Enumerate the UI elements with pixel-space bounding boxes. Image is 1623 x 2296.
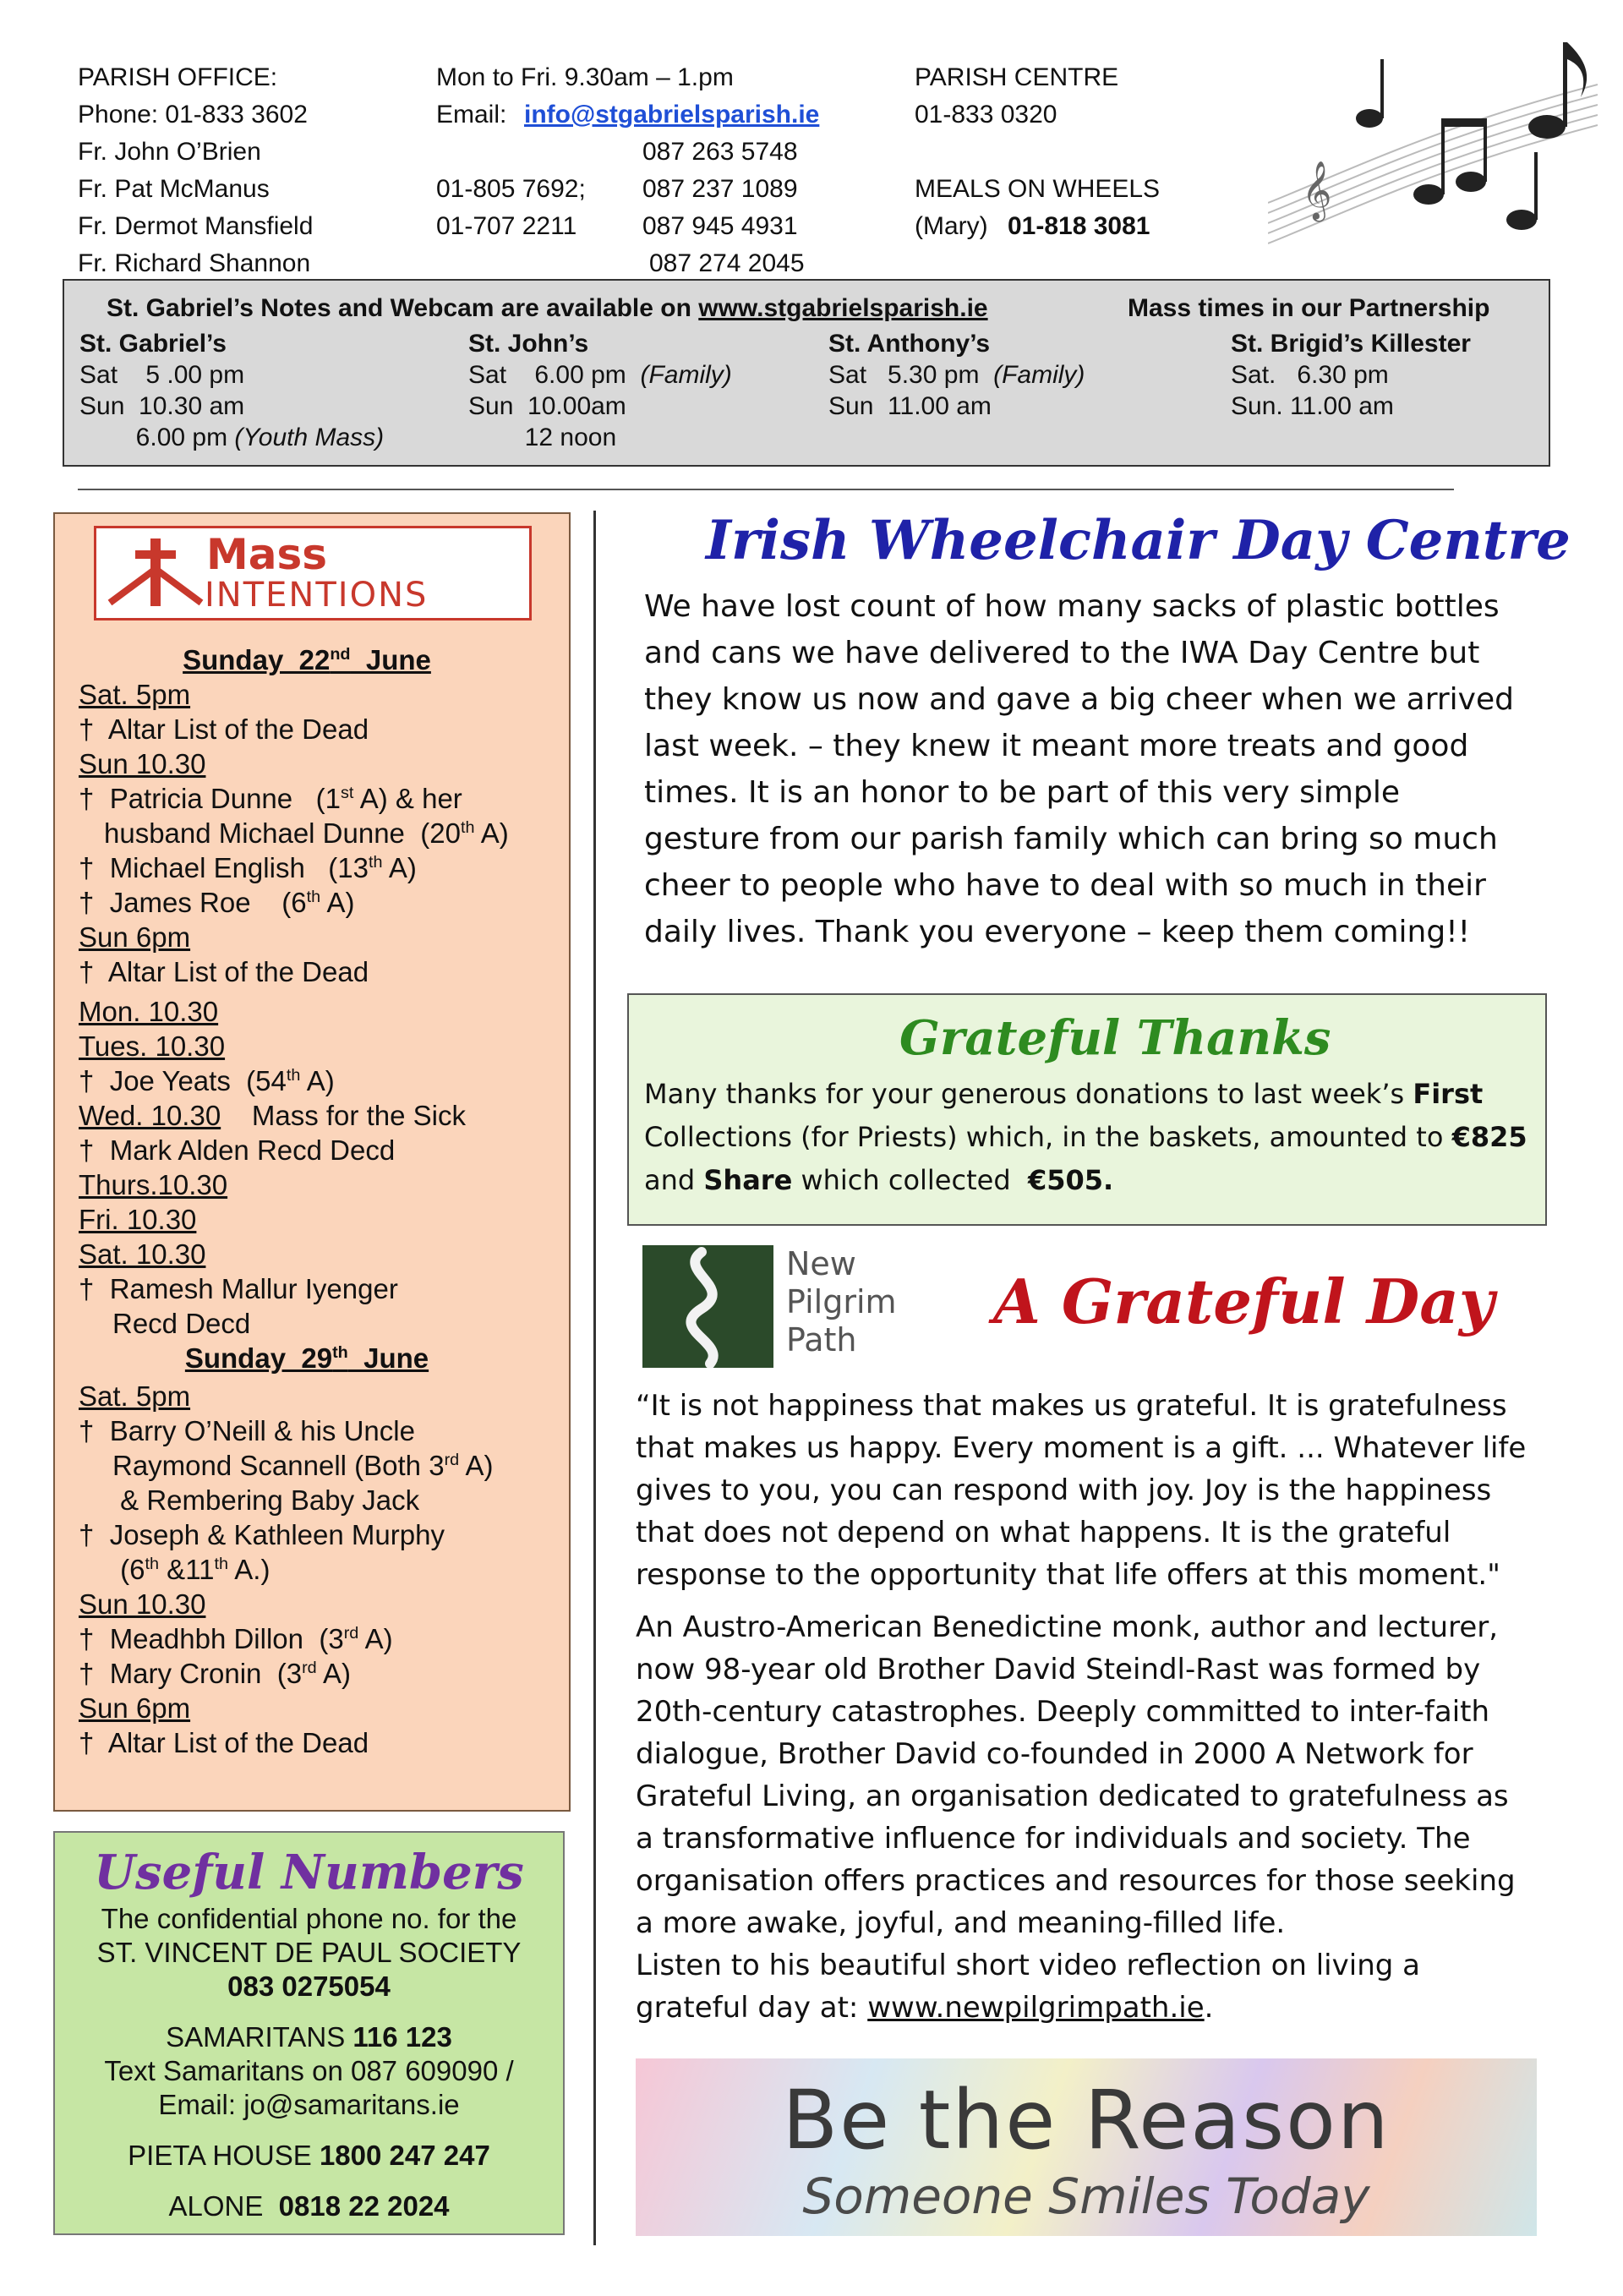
church-st-anthonys [828,328,1085,422]
logo-intentions-text: INTENTIONS [205,576,429,615]
church-st-brigids [1231,328,1471,422]
text-samaritans: Text Samaritans on 087 609090 / [104,2055,514,2086]
church-cross-icon [105,535,206,616]
meals-on-wheels-label: MEALS ON WHEELS [915,175,1161,203]
intention-item: † Patricia Dunne (1st A) & her [79,783,462,814]
useful-numbers-panel [53,1831,565,2235]
intention-item: † Joe Yeats (54th A) [79,1065,335,1096]
music-notes-icon [1268,25,1598,245]
meals-phone: 01-818 3081 [1008,212,1150,240]
mass-time: Sun. 11.00 am [1231,392,1394,420]
intention-item: † Meadhbh Dillon (3rd A) [79,1623,393,1654]
mass-time: Sun 10.00am [468,392,626,420]
be-the-reason-banner [636,2058,1537,2236]
header-row-fr-obrien [78,134,1261,171]
svp-text: The confidential phone no. for the [101,1903,517,1934]
mass-time: 6.00 pm [79,424,228,451]
header-row-phone [78,96,1261,134]
svp-name: ST. VINCENT DE PAUL SOCIETY [96,1937,522,1968]
notes-text: St. Gabriel’s Notes and Webcam are available on [107,294,691,322]
church-st-johns [468,328,732,453]
banner-line2: Someone Smiles Today [802,2168,1370,2225]
parish-centre-phone: 01-833 0320 [915,101,1057,128]
grateful-thanks-body: Many thanks for your generous donations to last week’s First Collections (for Priests) which, in the baskets, amounted to €825 and Share which collected €505. [644,1078,1527,1196]
wheelchair-body: We have lost count of how many sacks of plastic bottles and cans we have delivered to the IWA Day Centre but they know us now and gave a big cheer when we arrived last week. – they knew it meant more treats and good times. It is an honor to be part of this very simple gesture from our parish family which can bring so much cheer to people who have to deal with so much in their daily lives. Thank you everyone – keep them coming!! [644,589,1514,949]
mass-intentions-logo [94,526,532,620]
svp-phone: 083 0275054 [227,1971,391,2002]
mass-slot: Sat. 10.30 [79,1238,206,1270]
priest-phone: 01-805 7692; [436,175,586,203]
new-pilgrim-path-link[interactable]: www.newpilgrimpath.ie [867,1991,1205,2025]
mass-times-box [63,279,1550,467]
intention-item: & Rembering Baby Jack [120,1484,420,1516]
mass-note: (Youth Mass) [234,424,385,451]
intention-item: † Michael English (13th A) [79,852,417,883]
church-name: St. Brigid’s Killester [1231,330,1471,358]
mass-time: Sat 5 .00 pm [79,361,245,389]
priest-mobile: 087 263 5748 [642,138,798,166]
parish-header [78,59,1261,282]
mass-time: Sat 5.30 pm [828,361,980,389]
mass-note: (Family) [993,361,1085,389]
church-name: St. John’s [468,330,589,358]
intention-item: Recd Decd [112,1308,251,1339]
mass-slot: Tues. 10.30 [79,1030,226,1062]
video-reflection-line: Listen to his beautiful short video reflection on living a grateful day at: www.newpilgrimpath.ie. [636,1949,1420,2025]
new-pilgrim-path-logo [642,1245,921,1368]
useful-numbers-title: Useful Numbers [94,1845,524,1900]
grateful-day-title: A Grateful Day [993,1266,1495,1337]
priest-mobile: 087 274 2045 [649,249,805,277]
alone-line: ALONE 0818 22 2024 [168,2190,450,2222]
grateful-thanks-panel [627,993,1547,1226]
wheelchair-title: Irish Wheelchair Day Centre [706,509,1571,572]
header-row-office [78,59,1261,96]
intention-item: † James Roe (6th A) [79,887,355,918]
column-divider [593,511,596,2245]
sunday-heading: Sunday 22nd June [183,644,431,675]
intention-item: † Mark Alden Recd Decd [79,1134,396,1166]
mass-slot: Fri. 10.30 [79,1204,197,1235]
mass-intentions-panel [53,512,571,1812]
banner-line1: Be the Reason [782,2073,1391,2168]
header-row-fr-mansfield [78,208,1261,245]
church-st-gabriels [79,328,384,453]
mass-slot: Sun 6pm [79,921,191,953]
intention-item: † Altar List of the Dead [79,713,369,745]
intention-item: (6th &11th A.) [112,1554,270,1585]
mass-time: 12 noon [468,424,617,451]
samaritans-line: SAMARITANS 116 123 [166,2021,452,2053]
intentions-list [79,642,560,1760]
notes-webcam-line [107,294,988,323]
parish-centre-label: PARISH CENTRE [915,63,1119,91]
priest-mobile: 087 945 4931 [642,212,798,240]
church-name: St. Anthony’s [828,330,991,358]
mass-time: Sun 10.30 am [79,392,245,420]
mass-slot: Sat. 5pm [79,679,191,710]
intention-item: † Joseph & Kathleen Murphy [79,1519,445,1550]
mass-time: Sun 11.00 am [828,392,992,420]
mass-slot: Mon. 10.30 [79,996,219,1027]
parish-office-label: PARISH OFFICE: [78,63,278,91]
mass-slot: Sun 6pm [79,1692,191,1724]
priest-name: Fr. Pat McManus [78,175,270,203]
mass-time: Sat 6.00 pm [468,361,626,389]
mass-slot: Sun 10.30 [79,1588,206,1620]
brother-david-bio: An Austro-American Benedictine monk, author and lecturer, now 98-year old Brother David Steindl-Rast was formed by 20th-century catastrophes. Deeply committed to inter-faith dialogue, Brother David co-founded in 2000 A Network for Grateful Living, an organisation dedicated to gratefulness as a transformative influence for individuals and society. The organisation offers practices and resources for those seeking a more awake, joyful, and meaning-filled life. [636,1610,1516,1940]
priest-name: Fr. Dermot Mansfield [78,212,314,240]
intention-item: † Altar List of the Dead [79,1727,369,1758]
winding-path-icon [642,1245,773,1368]
header-divider [78,489,1454,490]
office-phone: Phone: 01-833 3602 [78,101,308,128]
mass-slot: Sun 10.30 [79,748,206,779]
header-row-fr-shannon [78,245,1261,282]
gratefulness-quote: “It is not happiness that makes us grateful. It is gratefulness that makes us happy. Every moment is a gift. ... Whatever life gives to you, you can respond with joy. Joy is the happiness that does not depend on what happens. It is the grateful response to the opportunity that life offers at this moment." [636,1389,1527,1592]
svg-text:𝄞: 𝄞 [1302,161,1332,220]
grateful-thanks-title: Grateful Thanks [899,1010,1331,1066]
mass-slot: Thurs.10.30 [79,1169,228,1200]
parish-website-link[interactable]: www.stgabrielsparish.ie [698,294,988,322]
logo-mass-text: Mass [206,530,328,579]
office-hours: Mon to Fri. 9.30am – 1.pm [436,63,734,91]
header-row-fr-mcmanus [78,171,1261,208]
intention-item: Raymond Scannell (Both 3rd A) [112,1450,494,1481]
mass-slot: Wed. 10.30 Mass for the Sick [79,1100,466,1131]
samaritans-email: Email: jo@samaritans.ie [158,2089,460,2120]
email-link[interactable]: info@stgabrielsparish.ie [524,101,820,128]
priest-mobile: 087 237 1089 [642,175,798,203]
mass-time: Sat. 6.30 pm [1231,361,1389,389]
priest-phone: 01-707 2211 [436,212,577,240]
priest-name: Fr. John O’Brien [78,138,261,166]
grateful-day-body [636,1606,1532,2029]
partnership-label: Mass times in our Partnership [1128,294,1490,322]
meals-contact-name: (Mary) [915,212,988,240]
mass-slot: Sat. 5pm [79,1380,191,1412]
email-label: Email: [436,101,507,128]
mass-note: (Family) [640,361,732,389]
intention-item: † Barry O’Neill & his Uncle [79,1415,415,1446]
logo-text: New Pilgrim Path [786,1245,897,1358]
sunday-heading: Sunday 29th June [184,1342,429,1374]
church-name: St. Gabriel’s [79,330,227,358]
intention-item: † Mary Cronin (3rd A) [79,1658,352,1689]
priest-name: Fr. Richard Shannon [78,249,311,277]
intention-item: † Altar List of the Dead [79,956,369,987]
intention-item: husband Michael Dunne (20th A) [104,817,509,849]
intention-item: † Ramesh Mallur Iyenger [79,1273,398,1304]
pieta-line: PIETA HOUSE 1800 247 247 [128,2140,490,2171]
